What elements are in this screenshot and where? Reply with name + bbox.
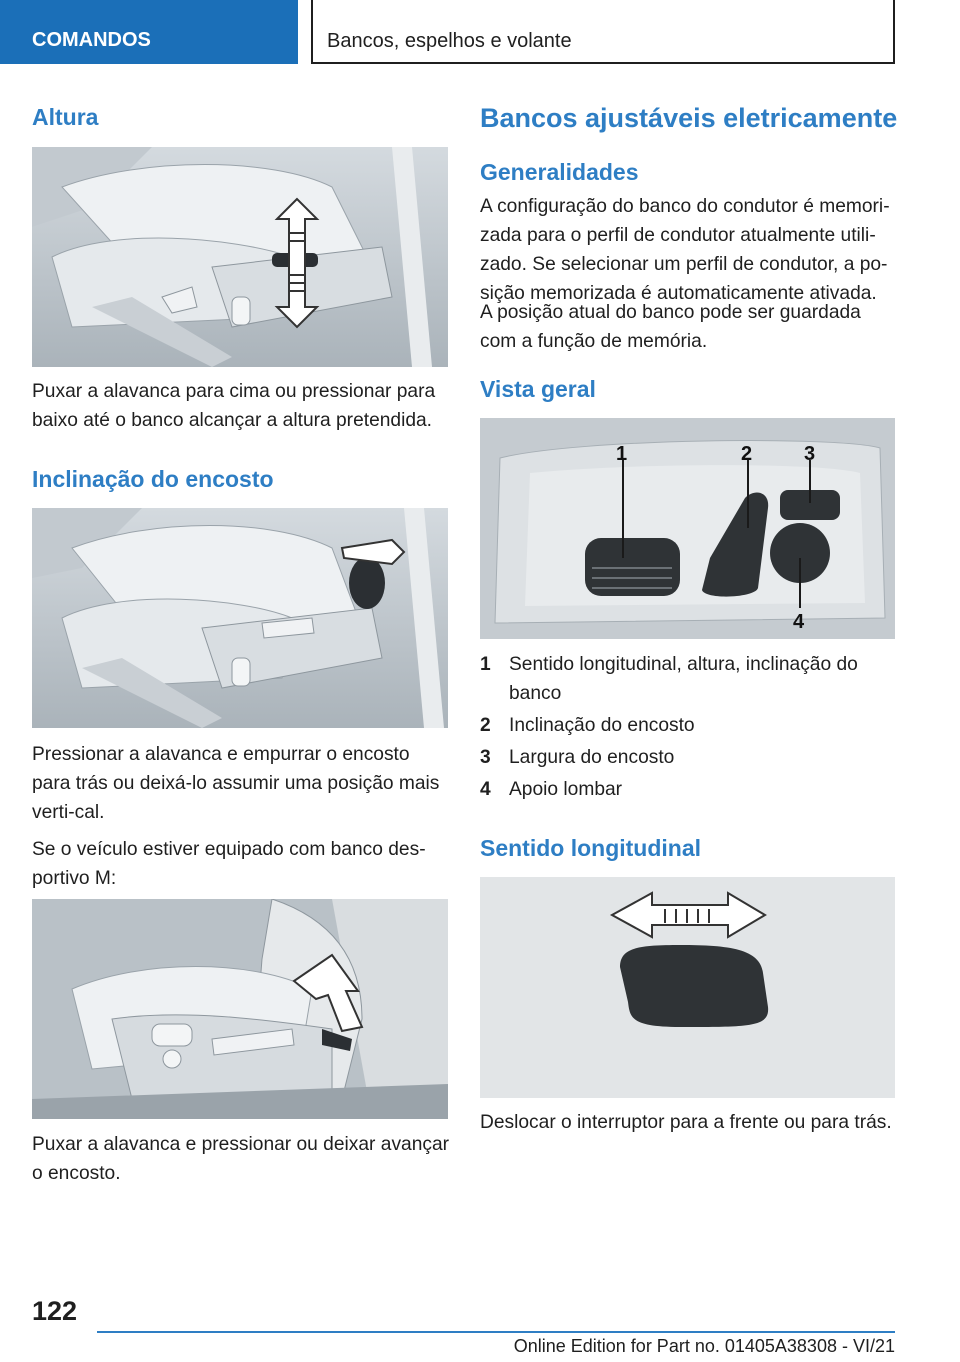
- page-number: 122: [32, 1296, 78, 1326]
- legend-text: Apoio lombar: [509, 779, 623, 800]
- altura-text: Puxar a alavanca para cima ou pressionar para baixo até o banco alcançar a altura pretendida.: [32, 381, 436, 431]
- legend-item: [480, 775, 900, 804]
- longitudinal-switch-illustration: [480, 877, 895, 1098]
- legend-text: Sentido longitudinal, altura, inclinação do banco: [509, 654, 858, 704]
- callout-2: 2: [741, 443, 753, 465]
- inclinacao-heading: Inclinação do encosto: [32, 466, 274, 492]
- altura-heading: Altura: [32, 104, 99, 130]
- footer-rule: [97, 1331, 895, 1333]
- general-heading: Generalidades: [480, 159, 639, 185]
- overview-heading: Vista geral: [480, 376, 596, 402]
- sport-seat-illustration: [32, 899, 448, 1119]
- longitudinal-text: Deslocar o interruptor para a frente ou para trás.: [480, 1112, 892, 1133]
- footer-edition: Online Edition for Part no. 01405A38308 - VI/21: [513, 1336, 895, 1356]
- legend-number: 1: [480, 654, 491, 675]
- main-heading: Bancos ajustáveis eletricamente: [480, 103, 898, 133]
- chapter-label: Bancos, espelhos e volante: [327, 30, 572, 52]
- chapter-header: [311, 0, 895, 64]
- longitudinal-heading: Sentido longitudinal: [480, 835, 702, 861]
- legend-list: [480, 650, 900, 807]
- legend-text: Largura do encosto: [509, 747, 675, 768]
- sport-seat-text-2: Puxar a alavanca e pressionar ou deixar avançar o encosto.: [32, 1134, 450, 1184]
- section-label: COMANDOS: [32, 29, 151, 51]
- legend-number: 3: [480, 747, 491, 768]
- general-text-1: A configuração do banco do condutor é memori-zada para o perfil de condutor atualmente utili-zado. Se selecionar um perfil de condutor, a po-sição memorizada é automaticamente ativada.: [480, 196, 890, 304]
- legend-text: Inclinação do encosto: [509, 715, 695, 736]
- legend-number: 4: [480, 779, 491, 800]
- seat-height-illustration: [32, 147, 448, 367]
- legend-item: [480, 711, 900, 740]
- general-text-2: A posição atual do banco pode ser guardada com a função de memória.: [480, 302, 861, 352]
- callout-3: 3: [804, 443, 816, 465]
- seat-controls-overview-illustration: [480, 418, 895, 639]
- legend-item: [480, 650, 900, 708]
- callout-1: 1: [616, 443, 628, 465]
- sport-seat-text: Se o veículo estiver equipado com banco des-portivo M:: [32, 839, 426, 889]
- legend-number: 2: [480, 715, 491, 736]
- backrest-tilt-illustration: [32, 508, 448, 728]
- inclinacao-text: Pressionar a alavanca e empurrar o encosto para trás ou deixá-lo assumir uma posição mais verti-cal.: [32, 744, 440, 823]
- legend-item: [480, 743, 900, 772]
- callout-4: 4: [793, 611, 805, 633]
- section-tab: [0, 0, 298, 64]
